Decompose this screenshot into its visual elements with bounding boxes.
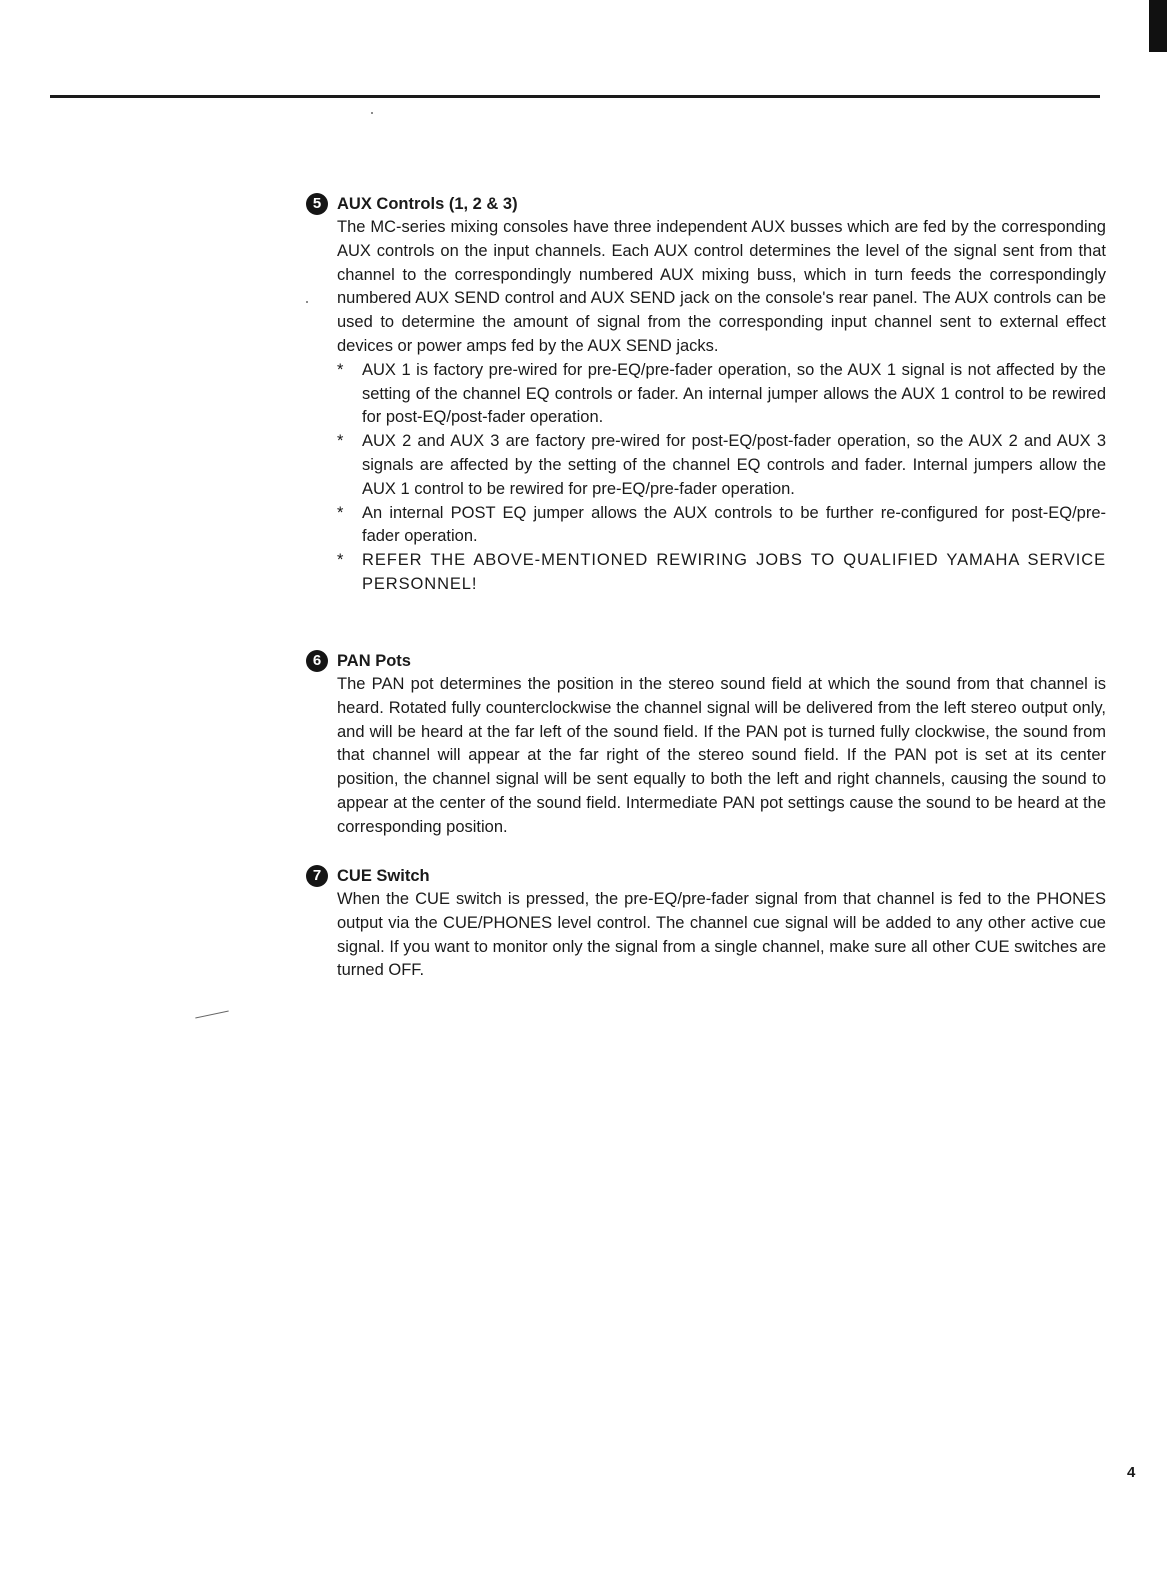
asterisk-marker: * (337, 432, 344, 451)
page-edge-tab (1149, 0, 1167, 52)
note-item (337, 430, 1106, 501)
section-paragraph: The MC-series mixing consoles have three independent AUX busses which are fed by the corresponding AUX controls on the input channels. Each AUX control determines the level of the signal sent from that channel to the correspondingly numbered AUX mixing buss, which in turn feeds the correspondingly numbered AUX SEND control and AUX SEND jack on the console's rear panel. The AUX controls can be used to determine the amount of signal from the corresponding input channel sent to external effect devices or power amps fed by the AUX SEND jacks. (337, 218, 1106, 355)
section-heading (306, 864, 1106, 888)
section-heading (306, 192, 1106, 216)
section-title: PAN Pots (337, 651, 411, 670)
section-aux-controls (306, 192, 1106, 597)
header-rule (50, 95, 1100, 98)
section-title: CUE Switch (337, 866, 430, 885)
scan-speck (371, 112, 373, 114)
section-pan-pots (306, 649, 1106, 840)
asterisk-marker: * (337, 551, 344, 570)
note-text: AUX 2 and AUX 3 are factory pre-wired for post-EQ/post-fader operation, so the AUX 2 and AUX 3 signals are affected by the setting of the channel EQ controls and fader. Internal jumpers allow the AUX 1 control to be rewired for pre-EQ/pre-fader operation. (362, 432, 1106, 498)
note-text: An internal POST EQ jumper allows the AUX controls to be further re-configured for post-EQ/pre-fader operation. (362, 503, 1106, 546)
scan-speck (195, 1010, 228, 1018)
note-item (337, 549, 1106, 597)
note-item (337, 502, 1106, 550)
note-text: AUX 1 is factory pre-wired for pre-EQ/pre-fader operation, so the AUX 1 signal is not affected by the setting of the channel EQ controls or fader. An internal jumper allows the AUX 1 control to be rewired for post-EQ/post-fader operation. (362, 360, 1106, 427)
number-badge: 7 (306, 865, 328, 887)
asterisk-marker: * (337, 360, 344, 379)
page-number: 4 (1127, 1464, 1136, 1481)
warning-note-text: REFER THE ABOVE-MENTIONED REWIRING JOBS TO QUALIFIED YAMAHA SERVICE PERSONNEL! (362, 551, 1106, 593)
section-paragraph: When the CUE switch is pressed, the pre-EQ/pre-fader signal from that channel is fed to the PHONES output via the CUE/PHONES level control. The channel cue signal will be added to any other active cue signal. If you want to monitor only the signal from a single channel, make sure all other CUE switches are turned OFF. (337, 890, 1106, 980)
note-list (337, 359, 1106, 597)
note-item (337, 359, 1106, 430)
asterisk-marker: * (337, 503, 344, 522)
section-heading (306, 649, 1106, 673)
number-badge: 6 (306, 650, 328, 672)
number-badge: 5 (306, 193, 328, 215)
section-title: AUX Controls (1, 2 & 3) (337, 194, 518, 213)
section-cue-switch (306, 864, 1106, 983)
section-paragraph: The PAN pot determines the position in the stereo sound field at which the sound from that channel is heard. Rotated fully counterclockwise the channel signal will be delivered from the left stereo output only, and will be heard at the far left of the sound field. If the PAN pot is turned fully clockwise, the sound from that channel will appear at the far right of the stereo sound field. If the PAN pot is set at its center position, the channel signal will be sent equally to both the left and right channels, causing the sound to appear at the center of the sound field. Intermediate PAN pot settings cause the sound to be heard at the corresponding position. (337, 675, 1106, 836)
